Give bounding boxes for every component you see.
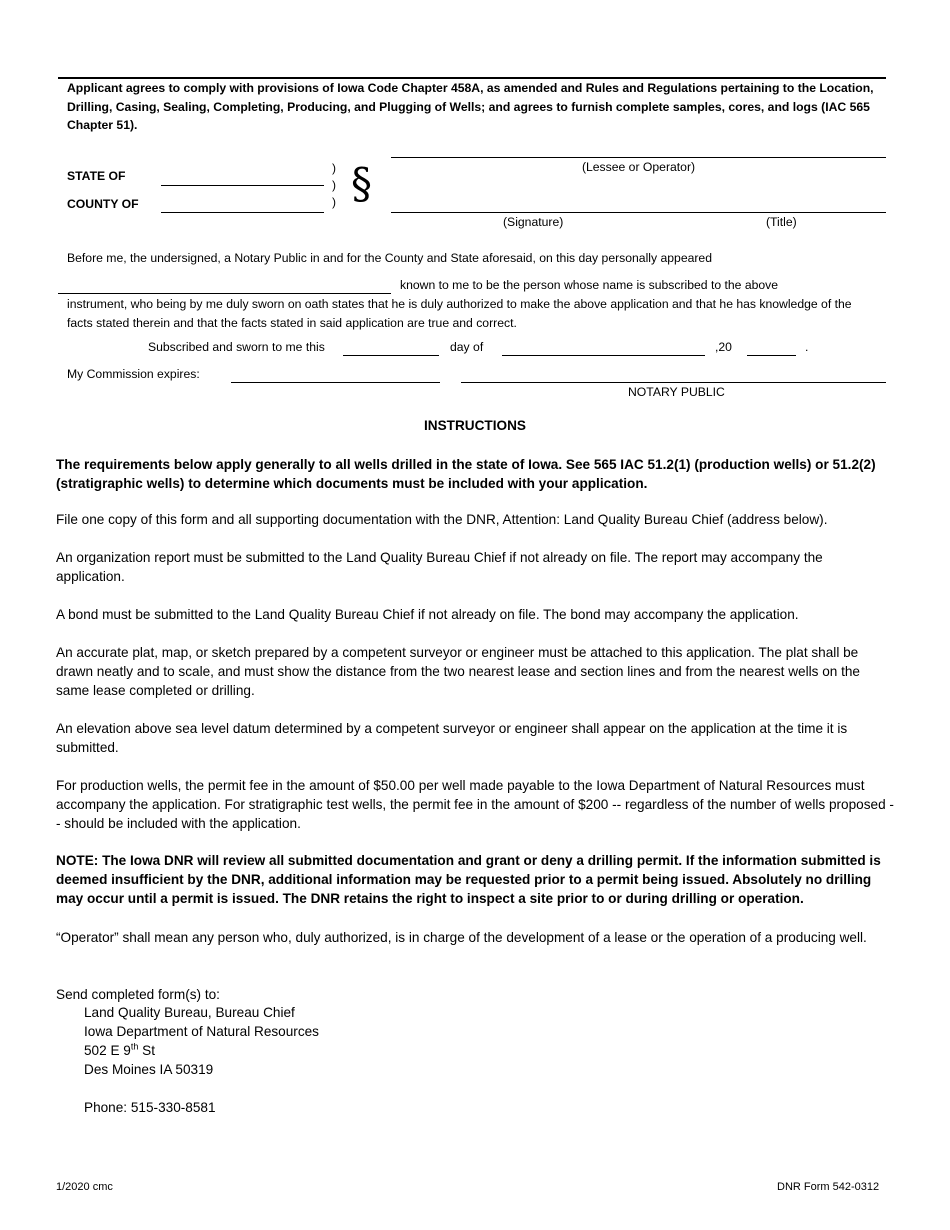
footer-right: DNR Form 542-0312 xyxy=(777,1181,880,1193)
subscribed-text: Subscribed and sworn to me this xyxy=(148,340,325,354)
known-to-me-text: known to me to be the person whose name is subscribed to the above xyxy=(400,278,779,292)
county-field[interactable] xyxy=(161,212,324,213)
operator-definition: “Operator” shall mean any person who, duly authorized, is in charge of the development of a lease or the operation of a producing well. xyxy=(56,930,867,945)
address-line-1: Land Quality Bureau, Bureau Chief xyxy=(84,1005,295,1020)
commission-text: My Commission expires: xyxy=(67,367,200,381)
signature-label: (Signature) xyxy=(503,215,564,229)
org-report-text: An organization report must be submitted to the Land Quality Bureau Chief if not already on file. The report may accompany the application. xyxy=(56,550,823,584)
notary-signature-field[interactable] xyxy=(461,382,886,383)
address-city: Des Moines IA 50319 xyxy=(84,1062,214,1077)
period: . xyxy=(805,340,809,354)
paren-3: ) xyxy=(332,195,336,209)
lessee-label: (Lessee or Operator) xyxy=(581,160,696,174)
agreement-text: Applicant agrees to comply with provisions of Iowa Code Chapter 458A, as amended and Rules and Regulations pertaining to the Location, Drilling, Casing, Sealing, Completing, Producing, and Plugging of Wells; and agrees to furnish complete samples, cores, and logs (IAC 565 Chapter 51). xyxy=(67,81,874,132)
before-me-text: Before me, the undersigned, a Notary Public in and for the County and State aforesaid, on this day personally appeared xyxy=(67,251,712,265)
phone-number: Phone: 515-330-8581 xyxy=(84,1100,216,1115)
title-label: (Title) xyxy=(766,215,797,229)
send-label: Send completed form(s) to: xyxy=(56,987,220,1002)
year-field[interactable] xyxy=(747,355,796,356)
year-prefix: ,20 xyxy=(715,340,732,354)
month-field[interactable] xyxy=(502,355,705,356)
street-suffix: St xyxy=(138,1043,156,1058)
notary-public-label: NOTARY PUBLIC xyxy=(628,385,725,399)
requirements-text: The requirements below apply generally to all wells drilled in the state of Iowa. See 565 IAC 51.2(1) (production wells) or 51.2(2) (stratigraphic wells) to determine which documents must be included with your application. xyxy=(56,457,876,491)
lessee-field[interactable] xyxy=(391,157,886,158)
paren-2: ) xyxy=(332,178,336,192)
fee-text: For production wells, the permit fee in the amount of $50.00 per well made payable to the Iowa Department of Natural Resources must accompany the application. For stratigraphic test wells, the permit fee in the amount of $200 -- regardless of the number of wells proposed -- should be included with the application. xyxy=(56,778,894,831)
commission-field[interactable] xyxy=(231,382,440,383)
state-label: STATE OF xyxy=(67,169,126,183)
plat-text: An accurate plat, map, or sketch prepared by a competent surveyor or engineer must be attached to this application. The plat shall be drawn neatly and to scale, and must show the distance from the two nearest lease and section lines and from the nearest wells on the same lease completed or drilling. xyxy=(56,645,860,698)
appeared-name-field[interactable] xyxy=(58,293,391,294)
day-of-text: day of xyxy=(450,340,484,354)
state-field[interactable] xyxy=(161,185,324,186)
address-line-2: Iowa Department of Natural Resources xyxy=(84,1024,319,1039)
county-label: COUNTY OF xyxy=(67,197,139,211)
elevation-text: An elevation above sea level datum determined by a competent surveyor or engineer shall appear on the application at the time it is submitted. xyxy=(56,721,848,755)
street-suffix-sup: th xyxy=(130,1041,139,1052)
paren-1: ) xyxy=(332,161,336,175)
instrument-text: instrument, who being by me duly sworn on oath states that he is duly authorized to make the above application and that he has knowledge of the facts stated therein and that the facts stated in said application are true and correct. xyxy=(67,297,852,330)
signature-field[interactable] xyxy=(391,212,886,213)
footer-left: 1/2020 cmc xyxy=(56,1181,113,1193)
street-prefix: 502 E 9 xyxy=(84,1043,131,1058)
bond-text: A bond must be submitted to the Land Quality Bureau Chief if not already on file. The bond may accompany the application. xyxy=(56,607,799,622)
instructions-heading: INSTRUCTIONS xyxy=(424,418,526,433)
note-text: NOTE: The Iowa DNR will review all submitted documentation and grant or deny a drilling permit. If the information submitted is deemed insufficient by the DNR, additional information may be requested prior to a permit being issued. Absolutely no drilling may occur until a permit is issued. The DNR retains the right to inspect a site prior to or during drilling or operation. xyxy=(56,853,881,906)
file-copy-text: File one copy of this form and all supporting documentation with the DNR, Attention: Land Quality Bureau Chief (address below). xyxy=(56,512,828,527)
day-field[interactable] xyxy=(343,355,439,356)
section-symbol: § xyxy=(351,159,372,208)
address-street xyxy=(84,1041,155,1060)
